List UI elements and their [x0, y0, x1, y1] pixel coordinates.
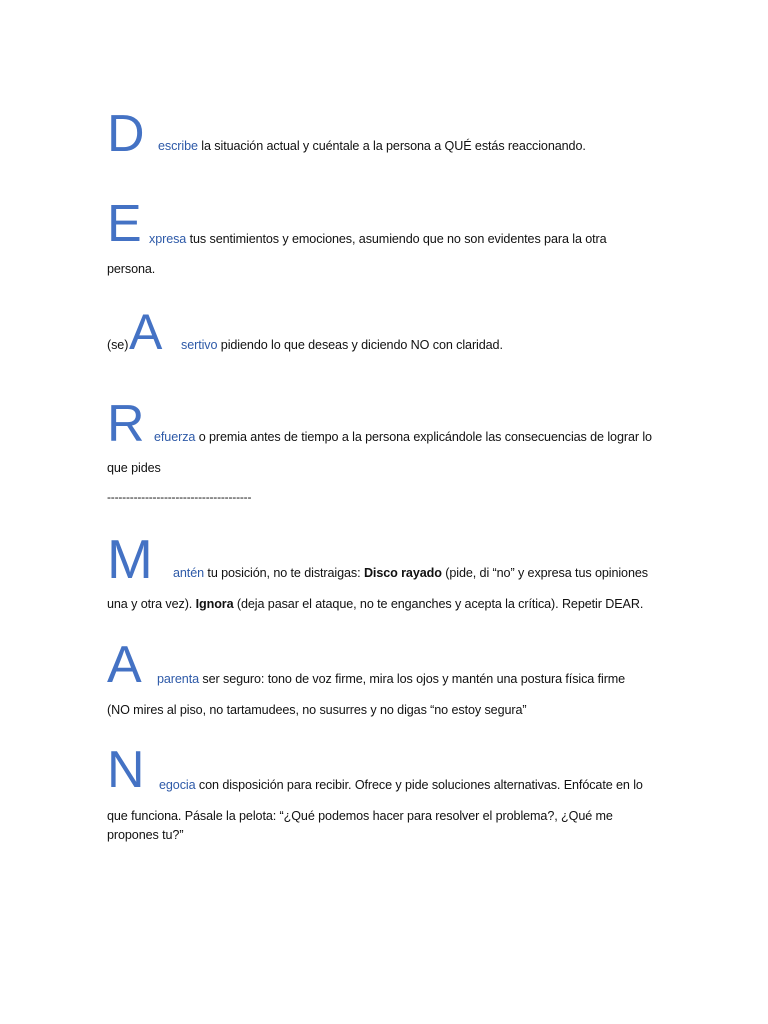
entry-manten-line-2 — [107, 597, 643, 612]
expresa-text-1: tus sentimientos y emociones, asumiendo que no son evidentes para la otra — [186, 232, 607, 246]
manten-disco-rayado: Disco rayado — [363, 566, 442, 580]
negocia-text-3: propones tu?” — [107, 828, 184, 842]
keyword-escribe: escribe — [158, 139, 198, 153]
manten-text-1c: (pide, di “no” y expresa tus opiniones — [441, 566, 648, 580]
big-letter-d: D — [107, 105, 145, 163]
expresa-text-2: persona. — [107, 262, 156, 276]
big-letter-m: M — [107, 528, 153, 590]
big-letter-e: E — [107, 195, 142, 253]
entry-aparenta-line-1 — [157, 672, 625, 687]
big-letter-a-aparenta: A — [107, 636, 142, 694]
entry-manten-line-1 — [173, 566, 648, 581]
aparenta-text-1: ser seguro: tono de voz firme, mira los ojos y mantén una postura física firme — [199, 672, 626, 686]
section-divider: -------------------------------------- — [107, 490, 252, 504]
asertivo-text: pidiendo lo que deseas y diciendo NO con claridad. — [217, 338, 503, 352]
big-letter-n: N — [107, 741, 145, 799]
negocia-text-2: que funciona. Pásale la pelota: “¿Qué podemos hacer para resolver el problema?, ¿Qué me — [107, 809, 613, 823]
manten-ignora: Ignora — [195, 597, 234, 611]
entry-refuerza-line-1 — [154, 430, 652, 445]
refuerza-text-2: que pides — [107, 461, 161, 475]
keyword-anten: antén — [173, 566, 205, 580]
keyword-parenta: parenta — [157, 672, 200, 686]
entry-refuerza-line-2 — [107, 461, 161, 476]
asertivo-prefix: (se) — [107, 338, 129, 352]
keyword-efuerza: efuerza — [154, 430, 196, 444]
manten-text-2c: (deja pasar el ataque, no te enganches y acepta la crítica). Repetir DEAR. — [233, 597, 644, 611]
keyword-sertivo: sertivo — [181, 338, 218, 352]
refuerza-text-1: o premia antes de tiempo a la persona explicándole las consecuencias de lograr lo — [195, 430, 652, 444]
aparenta-text-2: (NO mires al piso, no tartamudees, no susurres y no digas “no estoy segura” — [107, 703, 527, 717]
entry-expresa-line-2 — [107, 262, 155, 277]
entry-negocia-line-3 — [107, 828, 183, 843]
entry-negocia-line-1 — [159, 778, 643, 793]
manten-text-1a: tu posición, no te distraigas: — [204, 566, 364, 580]
entry-negocia-line-2 — [107, 809, 613, 824]
describe-text: la situación actual y cuéntale a la persona a QUÉ estás reaccionando. — [197, 139, 586, 153]
entry-describe-line-1 — [158, 139, 586, 154]
manten-text-2a: una y otra vez). — [107, 597, 196, 611]
keyword-xpresa: xpresa — [149, 232, 187, 246]
negocia-text-1: con disposición para recibir. Ofrece y pide soluciones alternativas. Enfócate en lo — [195, 778, 643, 792]
keyword-egocia: egocia — [159, 778, 196, 792]
big-letter-a-asertivo: A — [129, 304, 163, 360]
entry-asertivo-line-1 — [181, 338, 503, 353]
entry-aparenta-line-2 — [107, 703, 526, 718]
entry-expresa-line-1 — [149, 232, 607, 247]
big-letter-r: R — [107, 395, 145, 453]
